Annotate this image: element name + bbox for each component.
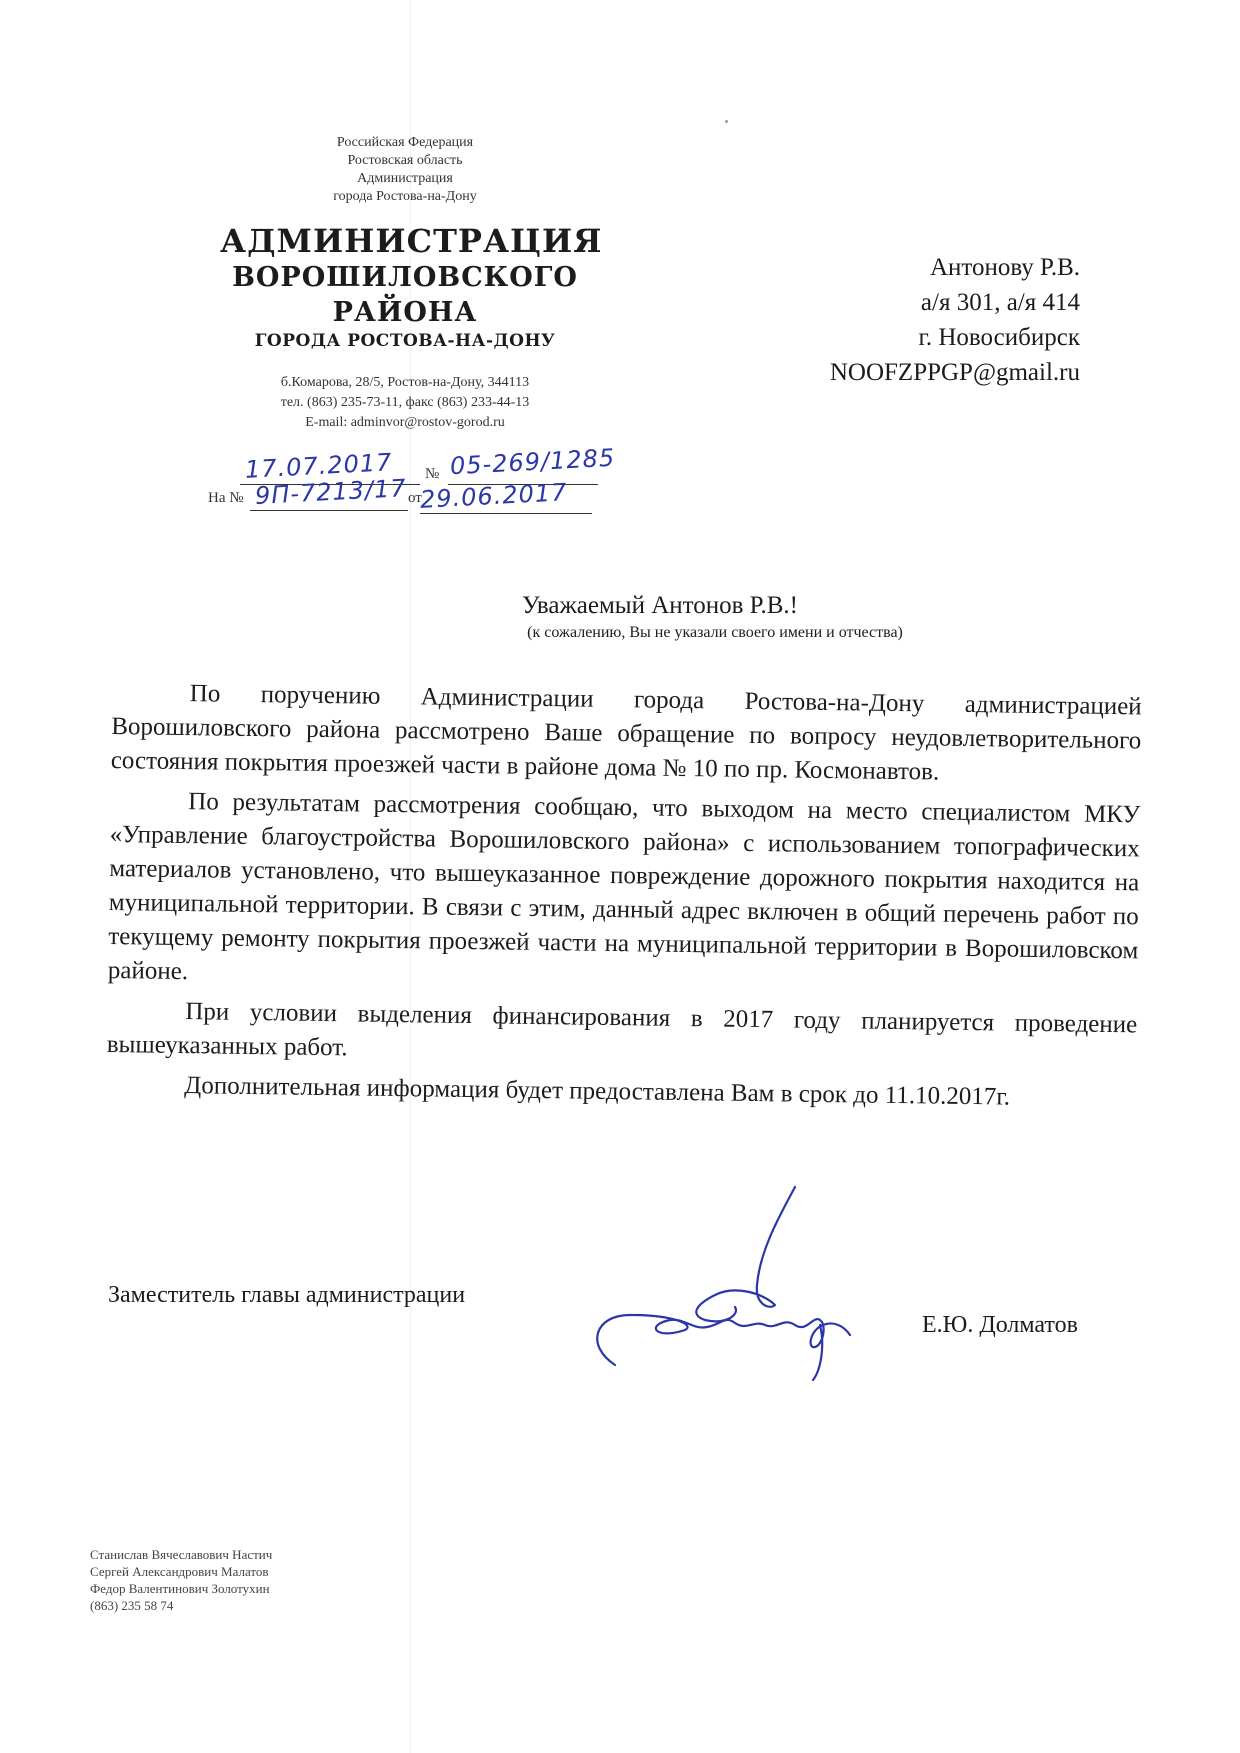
reply-number: 9П-7213/17 <box>254 474 408 510</box>
reg-date: 17.07.2017 <box>244 448 394 484</box>
reg-number-sign: № <box>425 466 440 482</box>
letterhead-phone: тел. (863) 235-73-11, факс (863) 233-44-13 <box>280 395 530 410</box>
letterhead-line: Администрация <box>357 171 453 186</box>
signatory-position: Заместитель главы администрации <box>108 1282 466 1308</box>
addressee-block <box>830 250 1080 390</box>
letterhead-line: Ростовская область <box>347 153 463 168</box>
reply-from: от <box>408 490 422 506</box>
letterhead-header <box>260 134 550 206</box>
letterhead-line: города Ростова-на-Дону <box>333 189 477 204</box>
letterhead-contacts <box>205 373 605 433</box>
executor-phone: (863) 235 58 74 <box>90 1598 174 1613</box>
reply-prefix: На № <box>208 490 244 506</box>
greeting: Уважаемый Антонов Р.В.! <box>522 592 798 619</box>
addressee-city: г. Новосибирск <box>918 324 1080 351</box>
body-paragraph: При условии выделения финансирования в 2017 году планируется проведение вышеуказанных работ. <box>106 998 1138 1062</box>
reply-date-underline <box>420 513 592 514</box>
letterhead-email: E-mail: adminvor@rostov-gorod.ru <box>305 415 505 430</box>
signatory-name: Е.Ю. Долматов <box>922 1312 1078 1338</box>
letterhead-title: АДМИНИСТРАЦИЯ <box>220 222 603 260</box>
greeting-note: (к сожалению, Вы не указали своего имени и отчества) <box>527 624 903 641</box>
scan-speck <box>725 120 728 123</box>
handwritten-signature <box>575 1175 865 1385</box>
reply-date: 29.06.2017 <box>419 478 569 514</box>
body-paragraph: По поручению Администрации города Ростова-на-Дону администрацией Ворошиловского района рассмотрено Ваше обращение по вопросу неудовлетворительного состояния покрытия проезжей части в районе дома № 10 по пр. Космонавтов. <box>110 680 1142 786</box>
reply-number-underline <box>250 510 408 511</box>
addressee-email: NOOFZPPGP@gmail.ru <box>829 359 1080 386</box>
letterhead-title: РАЙОНА <box>332 297 478 328</box>
body-paragraph: По результатам рассмотрения сообщаю, что выходом на место специалистом МКУ «Управление благоустройства Ворошиловского района» с использованием топографических материалов установлено, что вышеуказанное повреждение дорожного покрытия находится на муниципальной территории. В связи с этим, данный адрес включен в общий перечень работ по текущему ремонту покрытия проезжей части на муниципальной территории в Ворошиловском районе. <box>107 788 1141 986</box>
executor-line: Сергей Александрович Малатов <box>90 1564 269 1579</box>
letterhead-subtitle: ГОРОДА РОСТОВА-НА-ДОНУ <box>254 331 556 351</box>
executor-line: Федор Валентинович Золотухин <box>90 1581 270 1596</box>
letterhead-line: Российская Федерация <box>336 135 474 150</box>
executor-line: Станислав Вячеславович Настич <box>90 1547 273 1562</box>
letterhead-title: ВОРОШИЛОВСКОГО <box>232 262 578 293</box>
addressee-name: Антонову Р.В. <box>929 254 1080 281</box>
letterhead-address: б.Комарова, 28/5, Ростов-на-Дону, 344113 <box>280 375 530 390</box>
executors-block <box>90 1546 272 1614</box>
reg-number: 05-269/1285 <box>449 443 616 481</box>
body-paragraph: Дополнительная информация будет предоставлена Вам в срок до 11.10.2017г. <box>184 1072 1011 1111</box>
letter-body <box>106 676 1142 1122</box>
addressee-po-box: а/я 301, а/я 414 <box>920 289 1080 316</box>
